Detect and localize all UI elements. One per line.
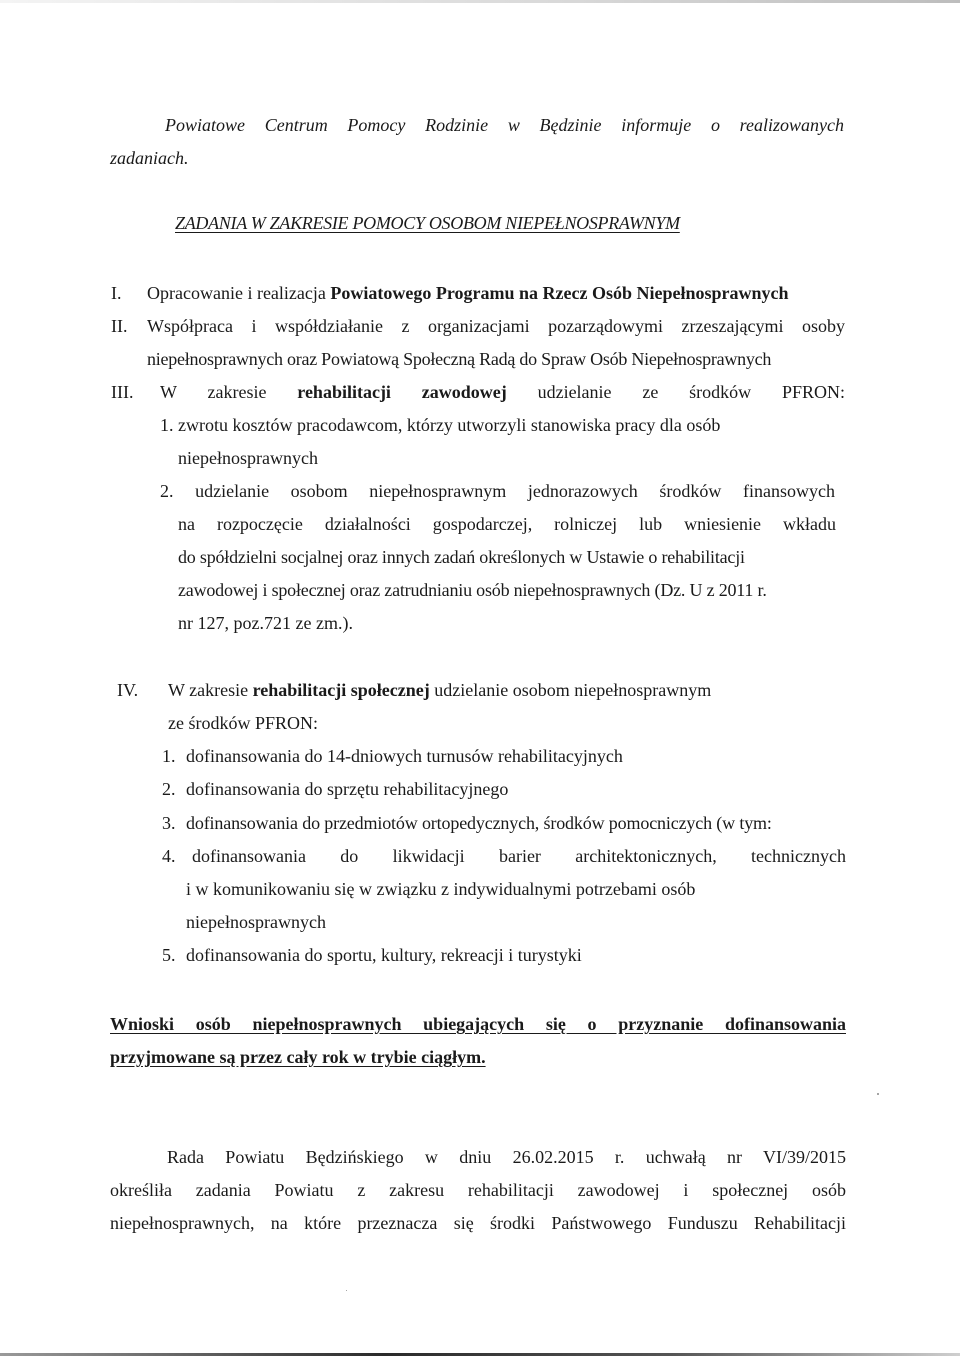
scan-speck [877, 1093, 879, 1095]
scan-speck [346, 1290, 347, 1291]
item-iv-text-plain: W zakresie [168, 680, 253, 700]
scan-edge-top [0, 0, 960, 3]
intro-line-2: zadaniach. [110, 148, 189, 168]
item-iv-text [168, 681, 711, 699]
notice-line-2: przyjmowane są przez cały rok w trybie ciągłym. [110, 1047, 486, 1067]
item-iv-sub3-text: dofinansowania do przedmiotów ortopedycznych, środków pomocniczych (w tym: [186, 813, 772, 833]
section-heading: ZADANIA W ZAKRESIE POMOCY OSOBOM NIEPEŁNOSPRAWNYM [175, 213, 680, 233]
item-iii-sub2-line-2: na rozpoczęcie działalności gospodarczej, rolniczej lub wniesienie wkładu [178, 514, 836, 534]
item-i-text [147, 284, 789, 302]
item-iii-sub1-line-2: niepełnosprawnych [178, 448, 318, 468]
item-ii-line-1: Współpraca i współdziałanie z organizacjami pozarządowymi zrzeszającymi osoby [147, 316, 845, 336]
item-iv-sub5-text: dofinansowania do sportu, kultury, rekreacji i turystyki [186, 945, 582, 965]
item-iii-text-tail: udzielanie ze środków PFRON: [506, 382, 846, 402]
item-iii-number: III. [111, 382, 134, 402]
item-iii-sub2-line-1: 2. udzielanie osobom niepełnosprawnym jednorazowych środków finansowych [160, 481, 835, 501]
item-iii-text-bold: rehabilitacji zawodowej [297, 382, 507, 402]
item-ii-line-2: niepełnosprawnych oraz Powiatową Społeczną Radą do Spraw Osób Niepełnosprawnych [147, 349, 772, 369]
item-iii-sub2-line-3: do spółdzielni socjalnej oraz innych zadań określonych w Ustawie o rehabilitacji [178, 547, 745, 567]
intro-line-1: Powiatowe Centrum Pomocy Rodzinie w Będzinie informuje o realizowanych [165, 115, 844, 135]
closing-line-1: Rada Powiatu Będzińskiego w dniu 26.02.2015 r. uchwałą nr VI/39/2015 [167, 1147, 846, 1167]
closing-line-2: określiła zadania Powiatu z zakresu rehabilitacji zawodowej i społecznej osób [110, 1180, 846, 1200]
item-i-number: I. [111, 283, 122, 303]
item-ii-number: II. [111, 316, 128, 336]
item-iv-sub2-number: 2. [162, 779, 176, 799]
item-iv-sub4-line-2: i w komunikowaniu się w związku z indywidualnymi potrzebami osób [186, 879, 696, 899]
item-iv-number: IV. [117, 680, 139, 700]
item-iv-line-2: ze środków PFRON: [168, 713, 319, 733]
item-iv-sub5-number: 5. [162, 945, 176, 965]
item-iii-sub1-line-1: 1. zwrotu kosztów pracodawcom, którzy utworzyli stanowiska pracy dla osób [160, 415, 721, 435]
item-i-text-bold: Powiatowego Programu na Rzecz Osób Niepełnosprawnych [330, 283, 789, 303]
item-iv-sub2-text: dofinansowania do sprzętu rehabilitacyjnego [186, 779, 509, 799]
closing-line-3: niepełnosprawnych, na które przeznacza się środki Państwowego Funduszu Rehabilitacji [110, 1213, 846, 1233]
item-iv-sub4-text: dofinansowania do likwidacji barier architektonicznych, technicznych [192, 846, 846, 866]
item-iii-sub2-line-4: zawodowej i społecznej oraz zatrudnianiu osób niepełnosprawnych (Dz. U z 2011 r. [178, 580, 767, 600]
item-iii-text [160, 383, 845, 401]
item-iii-sub2-line-5: nr 127, poz.721 ze zm.). [178, 613, 353, 633]
item-i-text-plain: Opracowanie i realizacja [147, 283, 331, 303]
item-iii-text-plain: W zakresie [160, 382, 298, 402]
item-iv-sub4-number: 4. [162, 846, 176, 866]
item-iv-sub4-line-3: niepełnosprawnych [186, 912, 326, 932]
notice-line-1: Wnioski osób niepełnosprawnych ubiegających się o przyznanie dofinansowania [110, 1014, 846, 1034]
item-iv-text-bold: rehabilitacji społecznej [252, 680, 430, 700]
item-iv-sub3-number: 3. [162, 813, 176, 833]
item-iv-text-tail: udzielanie osobom niepełnosprawnym [429, 680, 712, 700]
scan-edge-bottom [0, 1353, 960, 1356]
item-iv-sub1-text: dofinansowania do 14-dniowych turnusów rehabilitacyjnych [186, 746, 623, 766]
item-iv-sub1-number: 1. [162, 746, 176, 766]
